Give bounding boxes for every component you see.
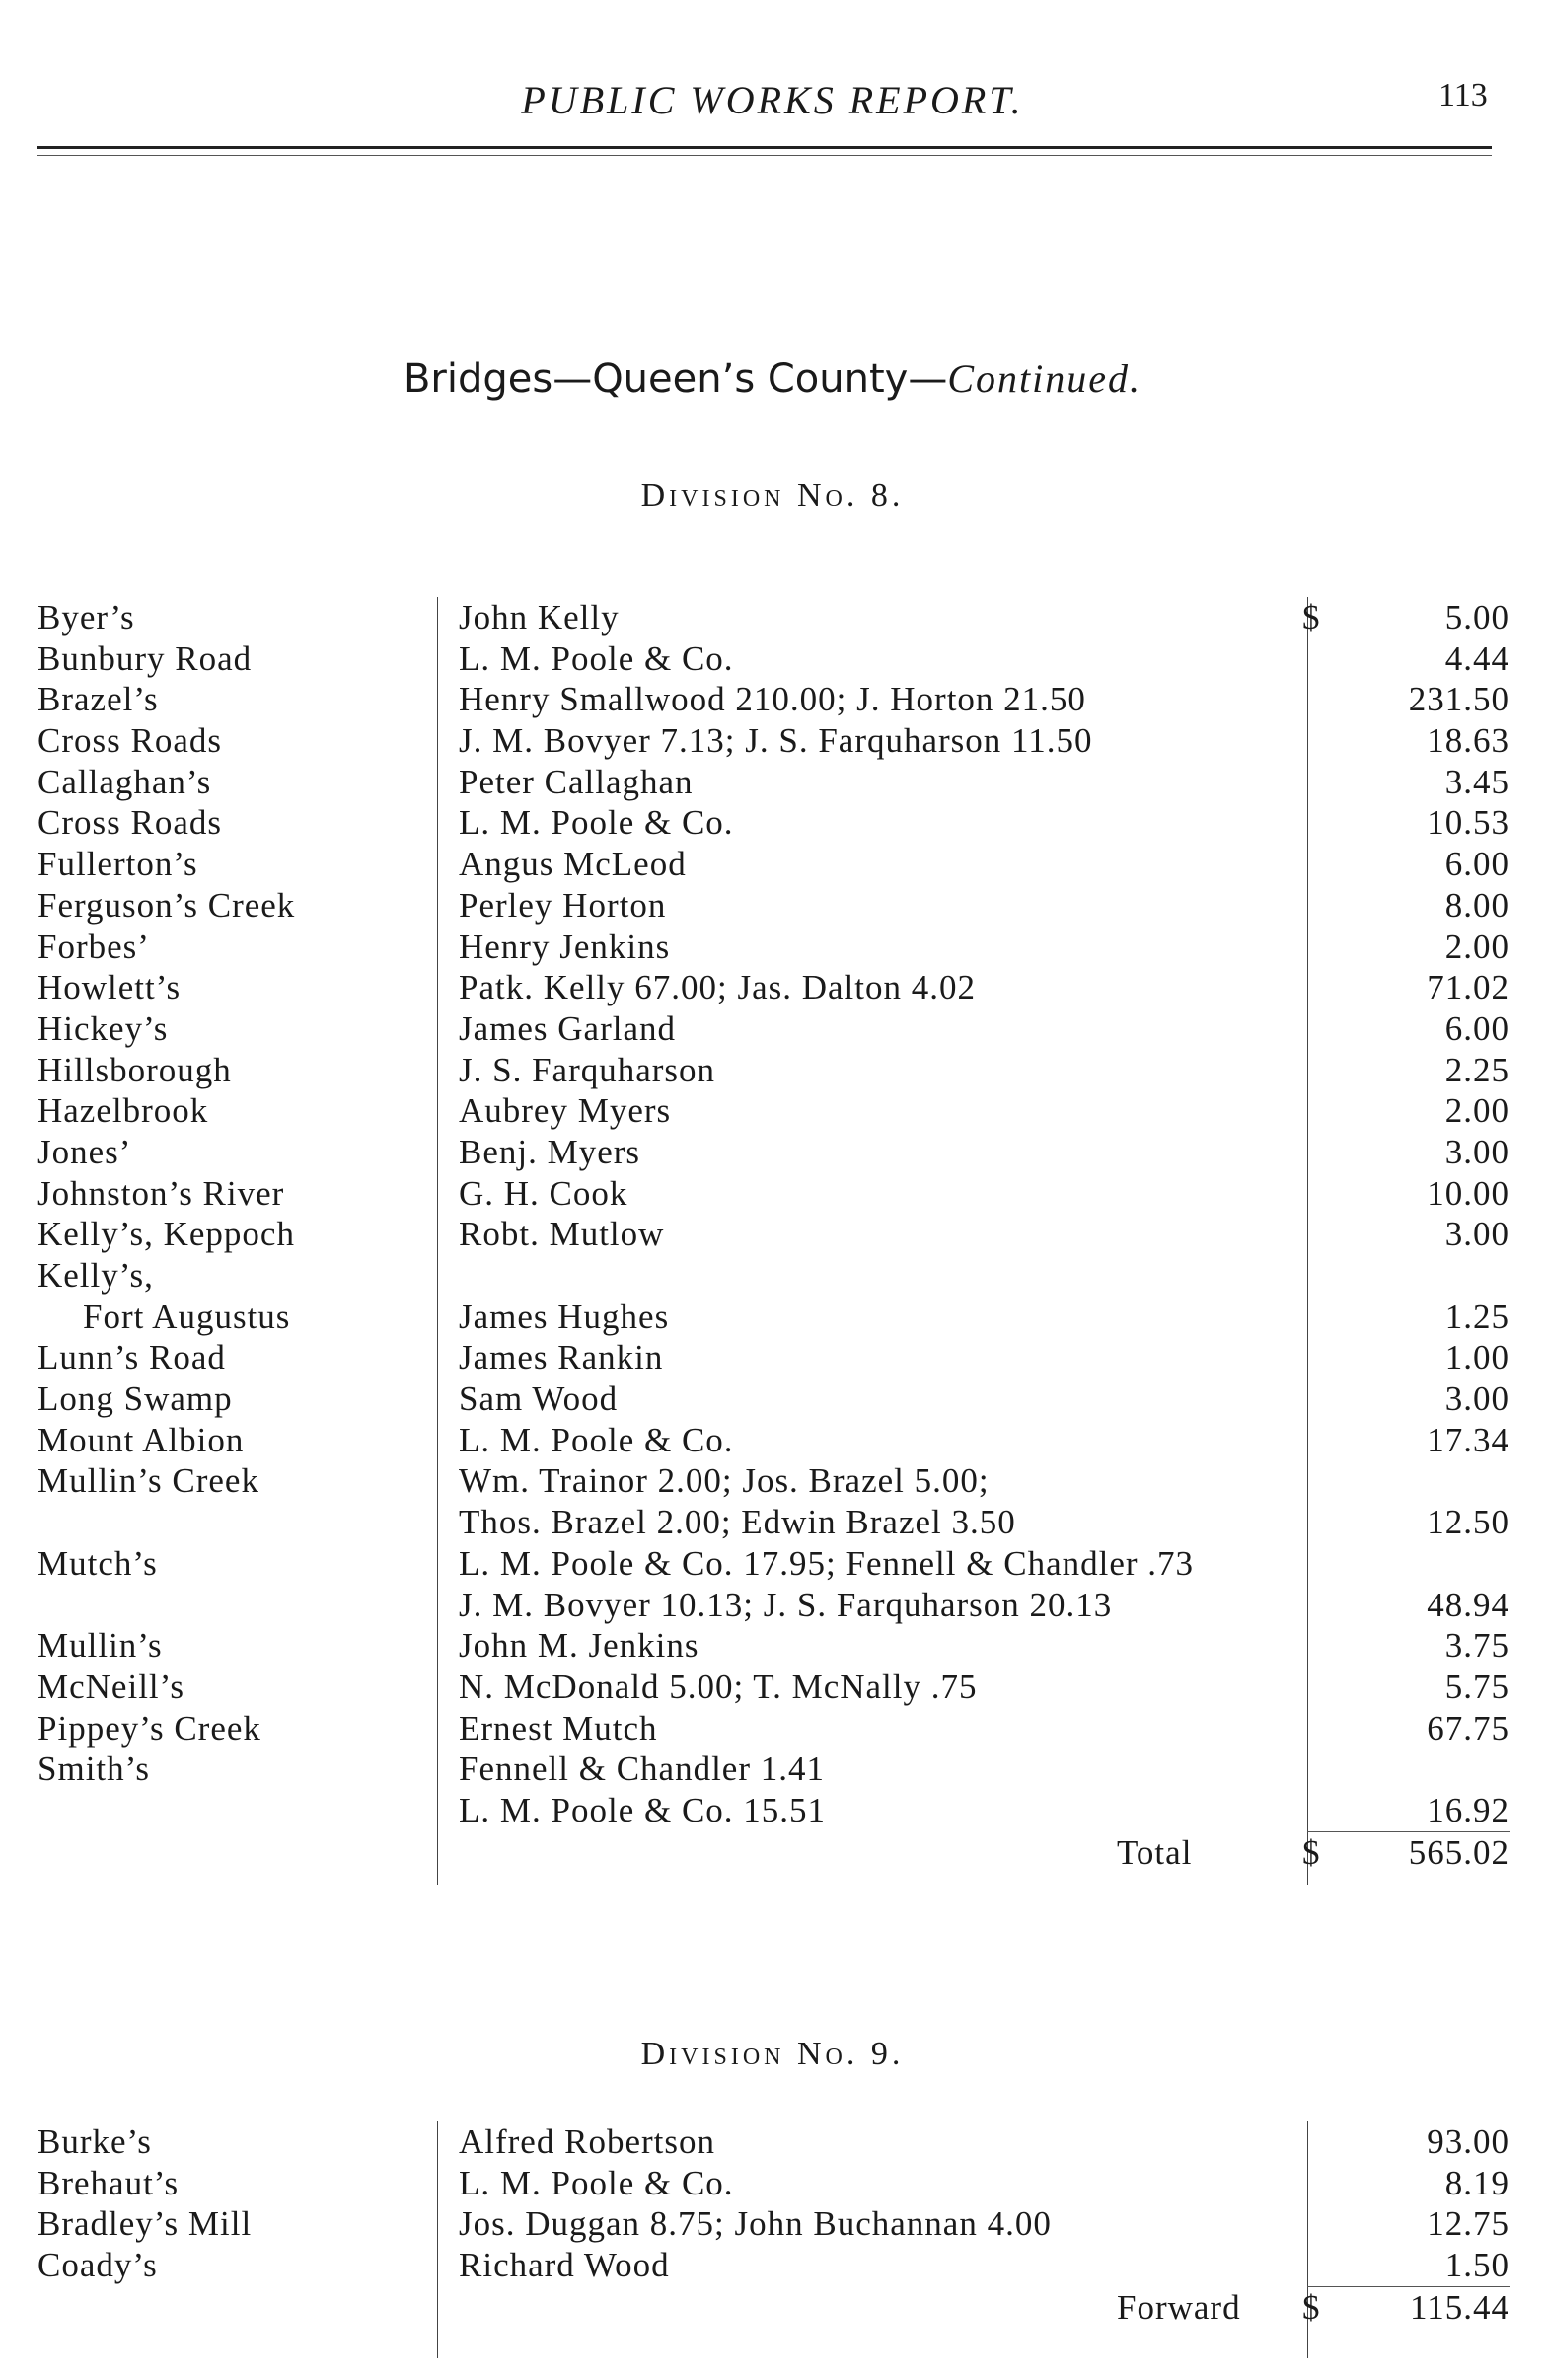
bridge-name: Kelly’s, xyxy=(37,1256,154,1295)
section-heading xyxy=(0,355,1545,402)
payee: Patk. Kelly 67.00; Jas. Dalton 4.02 xyxy=(459,968,976,1007)
amount: 3.00 xyxy=(1444,1379,1509,1419)
payee: John Kelly xyxy=(459,598,620,636)
running-header-title: PUBLIC WORKS REPORT. xyxy=(521,78,1024,122)
table-row xyxy=(0,679,1545,720)
amount: 5.00 xyxy=(1444,598,1509,636)
amount: 6.00 xyxy=(1444,1008,1509,1048)
amount: 3.00 xyxy=(1444,1215,1509,1254)
header-rule xyxy=(37,146,1492,149)
amount: 8.19 xyxy=(1444,2163,1509,2202)
bridge-name: Bunbury Road xyxy=(37,638,253,678)
amount: 17.34 xyxy=(1427,1420,1509,1459)
table-row xyxy=(0,1420,1545,1461)
dollar-sign: $ xyxy=(1302,598,1321,636)
amount: 93.00 xyxy=(1427,2122,1509,2161)
section-heading-continued: Continued. xyxy=(947,356,1142,401)
table-row xyxy=(0,927,1545,968)
amount: 1.50 xyxy=(1444,2246,1509,2285)
payee: L. M. Poole & Co. xyxy=(459,1420,734,1459)
amount: 12.50 xyxy=(1427,1503,1509,1542)
table-row xyxy=(0,885,1545,927)
dollar-sign: $ xyxy=(1302,1832,1321,1872)
forward-label: Forward xyxy=(1117,2287,1241,2327)
bridge-name: Byer’s xyxy=(37,598,135,636)
total-label: Total xyxy=(1117,1832,1193,1872)
amount: 10.00 xyxy=(1427,1173,1509,1213)
division-9-title: Division No. 9. xyxy=(640,2036,905,2072)
bridge-name: Cross Roads xyxy=(37,803,222,843)
payee: James Garland xyxy=(459,1008,677,1048)
table-row xyxy=(0,1748,1545,1790)
amount: 2.00 xyxy=(1444,927,1509,966)
payee: Jos. Duggan 8.75; John Buchannan 4.00 xyxy=(459,2204,1052,2244)
bridge-name: Fullerton’s xyxy=(37,845,198,884)
payee: Fennell & Chandler 1.41 xyxy=(459,1749,826,1789)
payee: Robt. Mutlow xyxy=(459,1215,665,1254)
amount: 48.94 xyxy=(1427,1585,1509,1624)
bridge-name: Hillsborough xyxy=(37,1050,232,1089)
table-row xyxy=(0,1173,1545,1215)
amount: 6.00 xyxy=(1444,845,1509,884)
table-row xyxy=(0,1502,1545,1543)
table-row xyxy=(0,720,1545,762)
bridge-name: Mount Albion xyxy=(37,1420,245,1459)
table-row xyxy=(0,1378,1545,1420)
bridge-name: Brehaut’s xyxy=(37,2163,180,2202)
table-row xyxy=(0,2245,1545,2286)
amount: 3.00 xyxy=(1444,1132,1509,1171)
header-rule-thin xyxy=(37,155,1492,156)
division-9-table xyxy=(0,2121,1545,2328)
bridge-name: Callaghan’s xyxy=(37,762,212,801)
bridge-name: Brazel’s xyxy=(37,680,159,719)
payee: John M. Jenkins xyxy=(459,1626,699,1666)
payee: Perley Horton xyxy=(459,885,667,925)
section-heading-main: Bridges—Queen’s County— xyxy=(403,356,948,402)
bridge-name: Howlett’s xyxy=(37,968,182,1007)
table-row xyxy=(0,597,1545,638)
dollar-sign: $ xyxy=(1302,2287,1321,2327)
bridge-name: Smith’s xyxy=(37,1749,150,1789)
table-row xyxy=(0,802,1545,844)
table-row xyxy=(0,1297,1545,1338)
bridge-name: Ferguson’s Creek xyxy=(37,885,296,925)
bridge-name: Hickey’s xyxy=(37,1008,169,1048)
table-row xyxy=(0,1337,1545,1378)
amount: 1.00 xyxy=(1444,1338,1509,1377)
table-row xyxy=(0,1008,1545,1050)
bridge-name: Hazelbrook xyxy=(37,1091,209,1131)
table-row xyxy=(0,967,1545,1008)
division-8-table xyxy=(0,597,1545,1873)
payee: L. M. Poole & Co. xyxy=(459,803,734,843)
payee: Sam Wood xyxy=(459,1379,619,1419)
bridge-name: Jones’ xyxy=(37,1132,132,1171)
table-row xyxy=(0,762,1545,803)
forward-amount: 115.44 xyxy=(1410,2287,1509,2327)
table-row xyxy=(0,1790,1545,1831)
table-row xyxy=(0,844,1545,885)
bridge-name: McNeill’s xyxy=(37,1667,184,1706)
bridge-name: Cross Roads xyxy=(37,721,222,761)
table-row xyxy=(0,1214,1545,1255)
amount: 12.75 xyxy=(1427,2204,1509,2244)
payee: J. M. Bovyer 10.13; J. S. Farquharson 20.13 xyxy=(459,1585,1113,1624)
payee: Angus McLeod xyxy=(459,845,687,884)
bridge-name: Mutch’s xyxy=(37,1543,158,1583)
payee: Alfred Robertson xyxy=(459,2122,715,2161)
bridge-name: Bradley’s Mill xyxy=(37,2204,253,2244)
bridge-name: Coady’s xyxy=(37,2246,158,2285)
amount: 16.92 xyxy=(1427,1790,1509,1829)
payee: Henry Jenkins xyxy=(459,927,671,966)
payee: James Hughes xyxy=(459,1297,670,1336)
table-row xyxy=(0,1132,1545,1173)
table-row xyxy=(0,1460,1545,1502)
amount: 231.50 xyxy=(1408,680,1509,719)
bridge-name: Pippey’s Creek xyxy=(37,1708,261,1748)
bridge-name: Kelly’s, Keppoch xyxy=(37,1215,295,1254)
amount: 3.45 xyxy=(1444,762,1509,801)
payee: J. M. Bovyer 7.13; J. S. Farquharson 11.50 xyxy=(459,721,1093,761)
payee: L. M. Poole & Co. 17.95; Fennell & Chandler .73 xyxy=(459,1543,1195,1583)
payee: Ernest Mutch xyxy=(459,1708,658,1748)
division-8-title: Division No. 8. xyxy=(640,478,905,514)
payee: Richard Wood xyxy=(459,2246,670,2285)
table-row xyxy=(0,1708,1545,1749)
table-row xyxy=(0,638,1545,680)
payee: Henry Smallwood 210.00; J. Horton 21.50 xyxy=(459,680,1086,719)
bridge-name: Forbes’ xyxy=(37,927,150,966)
payee: Aubrey Myers xyxy=(459,1091,672,1131)
table-row xyxy=(0,1255,1545,1297)
amount: 2.00 xyxy=(1444,1091,1509,1131)
bridge-name: Mullin’s Creek xyxy=(37,1461,259,1501)
bridge-name: Mullin’s xyxy=(37,1626,163,1666)
payee: N. McDonald 5.00; T. McNally .75 xyxy=(459,1667,978,1706)
table-row xyxy=(0,1625,1545,1667)
amount: 10.53 xyxy=(1427,803,1509,843)
table-row xyxy=(0,1090,1545,1132)
payee: L. M. Poole & Co. xyxy=(459,638,734,678)
table-row xyxy=(0,1585,1545,1626)
table-row xyxy=(0,2121,1545,2163)
bridge-name: Fort Augustus xyxy=(83,1297,291,1336)
total-row xyxy=(0,1832,1545,1874)
table-row xyxy=(0,2163,1545,2204)
bridge-name: Lunn’s Road xyxy=(37,1338,226,1377)
payee: James Rankin xyxy=(459,1338,664,1377)
payee: Wm. Trainor 2.00; Jos. Brazel 5.00; xyxy=(459,1461,990,1501)
amount: 3.75 xyxy=(1444,1626,1509,1666)
table-row xyxy=(0,2203,1545,2245)
bridge-name: Burke’s xyxy=(37,2122,152,2161)
bridge-name: Johnston’s River xyxy=(37,1173,285,1213)
payee: J. S. Farquharson xyxy=(459,1050,716,1089)
table-row xyxy=(0,1050,1545,1091)
amount: 71.02 xyxy=(1427,968,1509,1007)
amount: 1.25 xyxy=(1444,1297,1509,1336)
payee: L. M. Poole & Co. 15.51 xyxy=(459,1790,827,1829)
amount: 2.25 xyxy=(1444,1050,1509,1089)
amount: 8.00 xyxy=(1444,885,1509,925)
amount: 5.75 xyxy=(1444,1667,1509,1706)
amount: 4.44 xyxy=(1444,638,1509,678)
table-row xyxy=(0,1543,1545,1585)
amount: 18.63 xyxy=(1427,721,1509,761)
table-row xyxy=(0,1667,1545,1708)
page-number: 113 xyxy=(1438,77,1488,113)
total-amount: 565.02 xyxy=(1408,1832,1509,1872)
payee: Thos. Brazel 2.00; Edwin Brazel 3.50 xyxy=(459,1503,1016,1542)
payee: Peter Callaghan xyxy=(459,762,694,801)
forward-row xyxy=(0,2287,1545,2329)
payee: Benj. Myers xyxy=(459,1132,641,1171)
payee: L. M. Poole & Co. xyxy=(459,2163,734,2202)
bridge-name: Long Swamp xyxy=(37,1379,233,1419)
amount: 67.75 xyxy=(1427,1708,1509,1748)
payee: G. H. Cook xyxy=(459,1173,628,1213)
